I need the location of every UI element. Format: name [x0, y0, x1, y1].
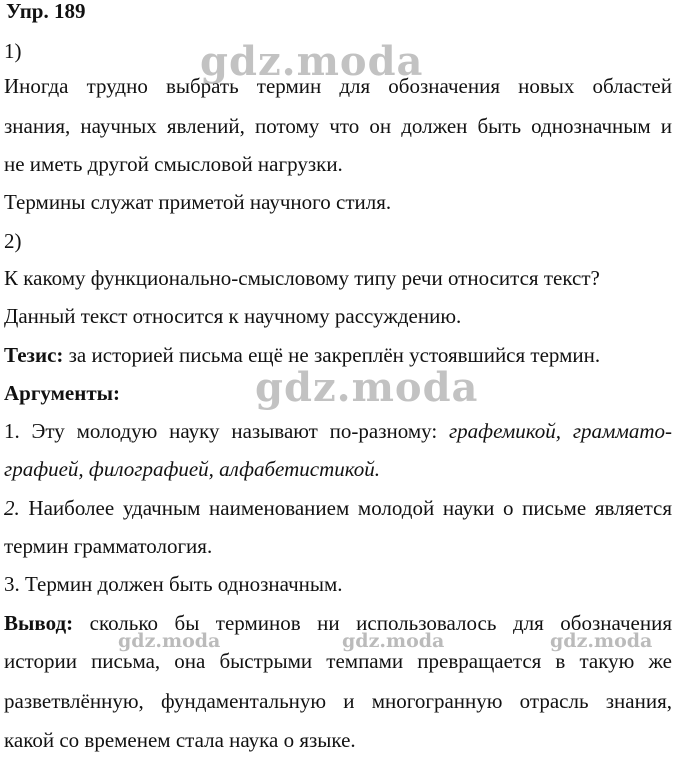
argument-2-line1	[4, 495, 672, 521]
conclusion-line4: какой со временем стала наука о языке.	[4, 728, 356, 752]
argument-2-number: 2.	[4, 496, 20, 520]
watermark: gdz.moda	[342, 630, 445, 652]
thesis-text: за историей письма ещё не закреплён устоявшийся термин.	[63, 343, 601, 367]
watermark: gdz.moda	[255, 364, 479, 411]
part1-para1-line2: знания, научных явлений, потому что он должен быть однозначным и	[4, 114, 672, 138]
argument-1-line1	[4, 418, 672, 444]
arguments-label: Аргументы:	[4, 381, 121, 405]
conclusion-label: Вывод:	[4, 611, 74, 635]
conclusion-line2: истории письма, она быстрыми темпами превращается в такую же	[4, 649, 672, 673]
part1-para1-line1: Иногда трудно выбрать термин для обозначения новых областей	[4, 74, 672, 98]
part1-number: 1)	[4, 39, 22, 63]
argument-1-lead: 1. Эту молодую науку называют по-разному:	[4, 419, 449, 443]
argument-2-text: Наиболее удачным наименованием молодой науки о письме является	[19, 496, 672, 520]
part1-para2: Термины служат приметой научного стиля.	[4, 190, 392, 214]
watermark: gdz.moda	[550, 630, 653, 652]
argument-1-line2: графией, филографией, алфабетистикой.	[4, 457, 381, 481]
argument-2-line2: термин грамматология.	[4, 534, 213, 558]
question: К какому функционально-смысловому типу речи относится текст?	[4, 266, 600, 290]
conclusion-text-1: сколько бы терминов ни использовалось для обозначения	[73, 611, 672, 635]
argument-1-italic: графемикой, граммато-	[448, 419, 673, 443]
part1-para1-line3: не иметь другой смысловой нагрузки.	[4, 152, 343, 176]
exercise-title: Упр. 189	[6, 0, 86, 23]
answer: Данный текст относится к научному рассуждению.	[4, 304, 462, 328]
watermark: gdz.moda	[200, 38, 424, 85]
part2-number: 2)	[4, 229, 22, 253]
thesis-label: Тезис:	[4, 343, 64, 367]
argument-3: 3. Термин должен быть однозначным.	[4, 572, 343, 596]
watermark: gdz.moda	[118, 630, 221, 652]
conclusion-line3: разветвлённую, фундаментальную и многогранную отрасль знания,	[4, 689, 672, 713]
